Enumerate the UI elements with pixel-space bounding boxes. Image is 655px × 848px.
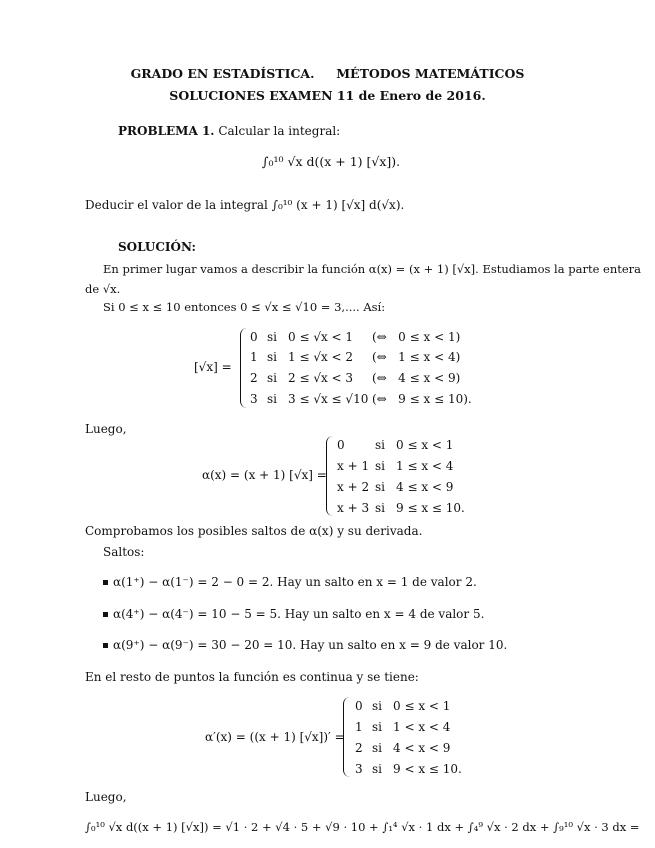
solution-paragraph-2: Si 0 ≤ x ≤ 10 entonces 0 ≤ √x ≤ √10 = 3,.... Así:: [103, 300, 386, 314]
case-value: x + 3: [337, 501, 370, 515]
case-value: 3: [250, 392, 258, 406]
case-condition: 2 ≤ √x < 3: [288, 371, 354, 385]
header-title: GRADO EN ESTADÍSTICA. MÉTODOS MATEMÁTICOS: [130, 66, 525, 81]
problem-label: PROBLEMA 1.: [118, 124, 215, 138]
case-condition: 0 ≤ x < 1: [396, 438, 454, 452]
case-equivalence: (⇔ 1 ≤ x < 4): [372, 350, 461, 364]
deduce-text: Deducir el valor de la integral: [85, 198, 268, 212]
case-equivalence: (⇔ 9 ≤ x ≤ 10).: [372, 392, 472, 406]
case-condition: 1 ≤ √x < 2: [288, 350, 354, 364]
case-si: si: [375, 459, 385, 473]
case-condition: 3 ≤ √x ≤ √10: [288, 392, 369, 406]
header-subtitle: SOLUCIONES EXAMEN 11 de Enero de 2016.: [169, 88, 486, 103]
case-value: x + 2: [337, 480, 370, 494]
bullet-marker: [103, 643, 108, 648]
case-value: x + 1: [337, 459, 370, 473]
problem-line: [118, 124, 340, 138]
case-value: 2: [355, 741, 363, 755]
case-condition: 4 ≤ x < 9: [396, 480, 454, 494]
resto-text: En el resto de puntos la función es continua y se tiene:: [85, 670, 419, 684]
case-si: si: [267, 371, 277, 385]
case-equivalence: (⇔ 4 ≤ x < 9): [372, 371, 461, 385]
case-si: si: [372, 762, 382, 776]
deriv-brace: [343, 697, 350, 777]
problem-statement: Calcular la integral:: [218, 124, 341, 138]
case-si: si: [267, 330, 277, 344]
case-value: 0: [250, 330, 258, 344]
final-equation: ∫₀¹⁰ √x d((x + 1) [√x]) = √1 · 2 + √4 · 5 + √9 · 10 + ∫₁⁴ √x · 1 dx + ∫₄⁹ √x · 2 dx + ∫₉¹⁰ √x · 3 dx =: [85, 820, 640, 834]
bullet-marker: [103, 612, 108, 617]
case-si: si: [267, 392, 277, 406]
luego-1: Luego,: [85, 422, 127, 436]
case-si: si: [372, 720, 382, 734]
problem-integral: ∫₀¹⁰ √x d((x + 1) [√x]).: [262, 154, 401, 169]
case-value: 0: [337, 438, 345, 452]
comprobamos-text: Comprobamos los posibles saltos de α(x) y su derivada.: [85, 524, 423, 538]
case-equivalence: (⇔ 0 ≤ x < 1): [372, 330, 461, 344]
deduce-integral: ∫₀¹⁰ (x + 1) [√x] d(√x).: [271, 198, 405, 212]
case-condition: 0 ≤ √x < 1: [288, 330, 354, 344]
deriv-lhs: α′(x) = ((x + 1) [√x])′ =: [205, 730, 345, 744]
case-si: si: [375, 480, 385, 494]
case-si: si: [267, 350, 277, 364]
alpha-lhs: α(x) = (x + 1) [√x] =: [202, 468, 327, 482]
solution-label: SOLUCIÓN:: [118, 240, 196, 254]
case-si: si: [375, 438, 385, 452]
case-condition: 1 < x < 4: [393, 720, 451, 734]
solution-paragraph-1a: En primer lugar vamos a describir la función α(x) = (x + 1) [√x]. Estudiamos la parte entera: [103, 262, 642, 276]
case-condition: 1 ≤ x < 4: [396, 459, 454, 473]
case-value: 1: [250, 350, 258, 364]
luego-2: Luego,: [85, 790, 127, 804]
case-value: 1: [355, 720, 363, 734]
case-si: si: [372, 741, 382, 755]
floor-lhs: [√x] =: [194, 360, 232, 374]
case-value: 2: [250, 371, 258, 385]
floor-brace: [240, 328, 247, 408]
case-value: 3: [355, 762, 363, 776]
saltos-label: Saltos:: [103, 545, 145, 559]
case-condition: 9 < x ≤ 10.: [393, 762, 462, 776]
case-si: si: [372, 699, 382, 713]
case-si: si: [375, 501, 385, 515]
alpha-brace: [326, 436, 333, 516]
bullet-item: α(9⁺) − α(9⁻) = 30 − 20 = 10. Hay un salto en x = 9 de valor 10.: [113, 638, 508, 652]
bullet-item: α(4⁺) − α(4⁻) = 10 − 5 = 5. Hay un salto en x = 4 de valor 5.: [113, 607, 485, 621]
case-value: 0: [355, 699, 363, 713]
deduce-line: [85, 198, 404, 212]
solution-paragraph-1b: de √x.: [85, 282, 121, 296]
case-condition: 9 ≤ x ≤ 10.: [396, 501, 465, 515]
bullet-marker: [103, 580, 108, 585]
case-condition: 4 < x < 9: [393, 741, 451, 755]
case-condition: 0 ≤ x < 1: [393, 699, 451, 713]
bullet-item: α(1⁺) − α(1⁻) = 2 − 0 = 2. Hay un salto en x = 1 de valor 2.: [113, 575, 477, 589]
